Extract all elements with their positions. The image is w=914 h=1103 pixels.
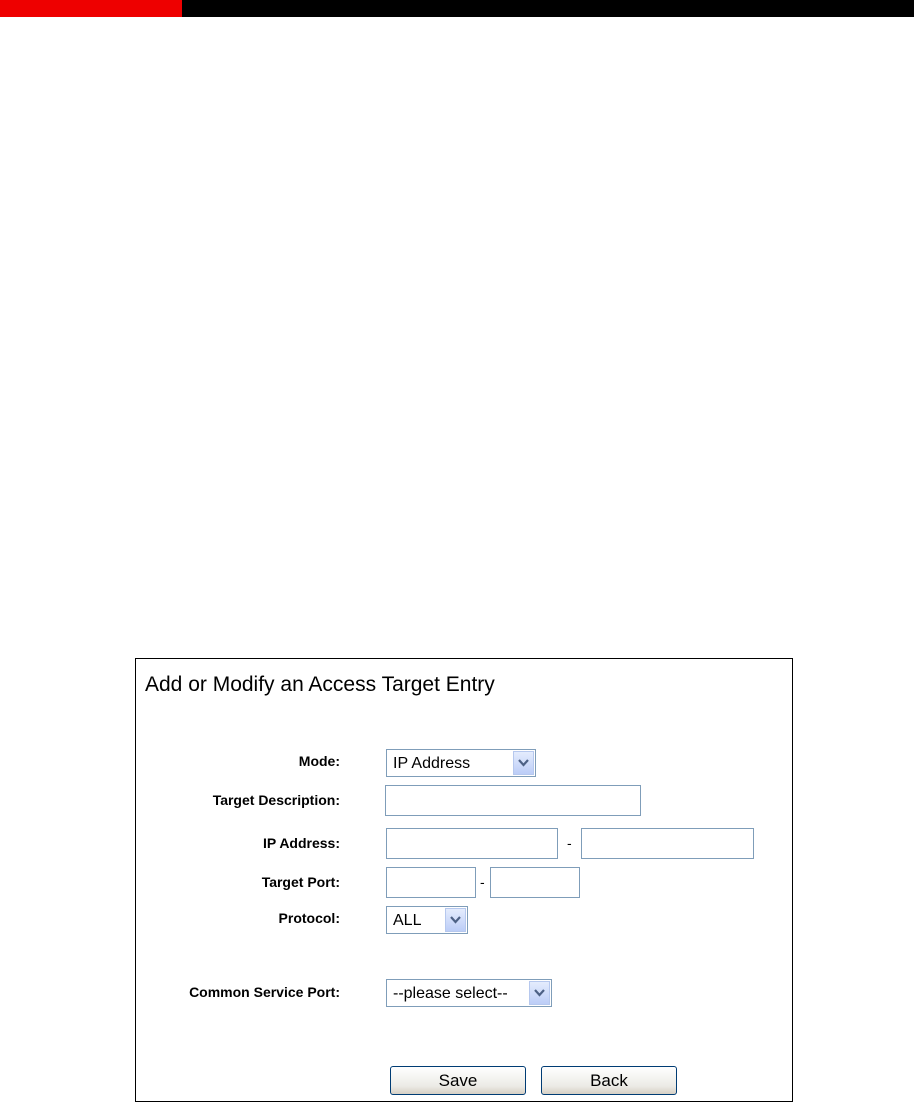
target-description-label: Target Description: bbox=[212, 792, 340, 808]
top-bar bbox=[0, 0, 914, 17]
common-service-port-label: Common Service Port: bbox=[189, 984, 340, 1000]
mode-select[interactable] bbox=[386, 749, 536, 777]
panel-title: Add or Modify an Access Target Entry bbox=[145, 673, 495, 696]
target-port-end-input[interactable] bbox=[490, 867, 580, 898]
chevron-down-icon[interactable] bbox=[445, 908, 466, 932]
mode-select-value: IP Address bbox=[393, 755, 471, 772]
ip-address-separator: - bbox=[567, 835, 572, 851]
protocol-select-value: ALL bbox=[393, 912, 422, 929]
target-port-label: Target Port: bbox=[261, 874, 340, 890]
mode-label: Mode: bbox=[298, 753, 340, 769]
target-description-input[interactable] bbox=[385, 785, 641, 816]
target-port-separator: - bbox=[480, 874, 485, 890]
save-button[interactable]: Save bbox=[390, 1066, 526, 1095]
back-button[interactable]: Back bbox=[541, 1066, 677, 1095]
protocol-label: Protocol: bbox=[278, 910, 340, 926]
ip-address-label: IP Address: bbox=[262, 835, 340, 851]
ip-address-start-input[interactable] bbox=[386, 828, 558, 859]
protocol-select[interactable] bbox=[386, 906, 468, 934]
target-port-start-input[interactable] bbox=[386, 867, 476, 898]
common-service-port-select[interactable] bbox=[386, 979, 552, 1007]
chevron-down-icon[interactable] bbox=[529, 981, 550, 1005]
chevron-down-icon[interactable] bbox=[513, 751, 534, 775]
access-target-panel bbox=[135, 658, 793, 1102]
common-service-port-select-value: --please select-- bbox=[393, 985, 508, 1002]
top-bar-accent bbox=[0, 0, 182, 17]
ip-address-end-input[interactable] bbox=[581, 828, 754, 859]
